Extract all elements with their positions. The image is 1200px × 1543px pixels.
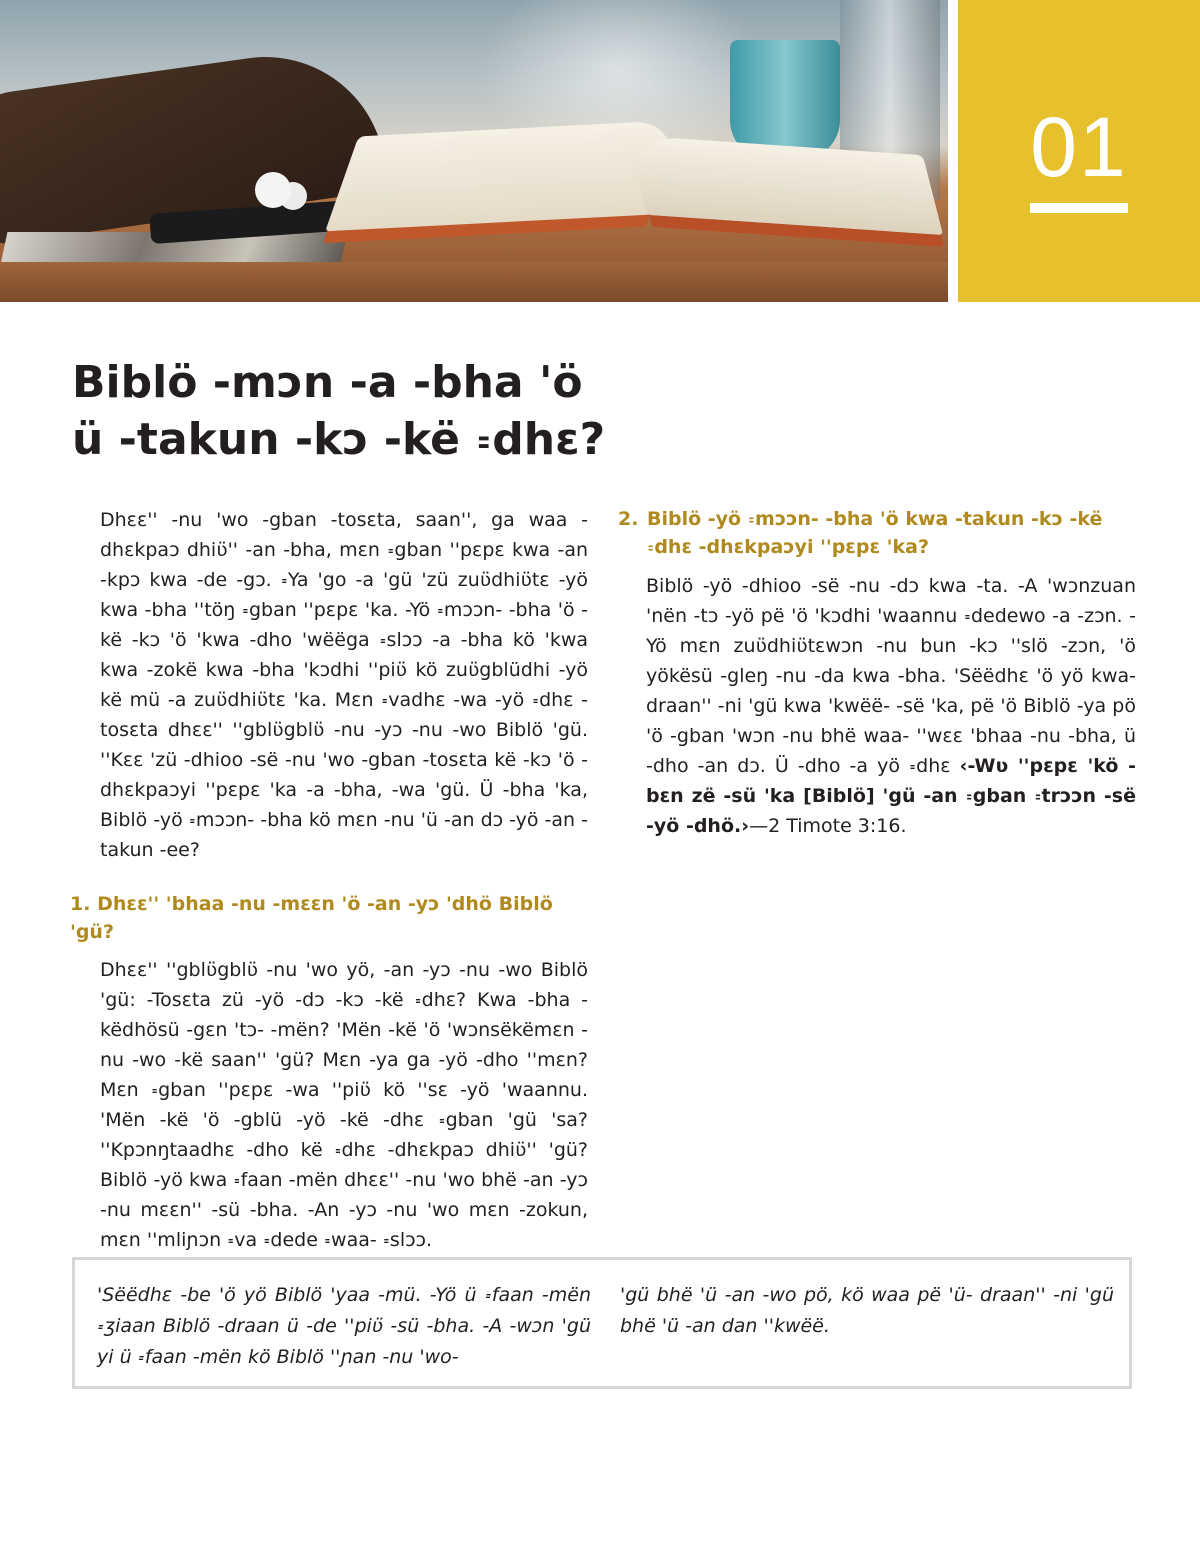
question-1-answer: Dhɛɛ'' ''gblʋ̈gblʋ̈ -nu 'wo yö, -an -yɔ -nu -wo Biblö 'gü: -Tosɛta zü -yö -dɔ -kɔ -kë ꞊dhɛ? Kwa -bha -këdhösü -gɛn 'tɔ- -mën? 'Mën -kë 'ö 'wɔnsëkëmɛn -nu -wo -kë saan'' 'gü? Mɛn -ya ga -yö -dho ''mɛn? Mɛn ꞊gban ''pɛpɛ -wa ''piʋ̈ kö ''sɛ -yö 'waannu. 'Mën -kë 'ö -gblü -yö -kë -dhɛ ꞊gban 'gü 'sa? ''Kpɔnŋtaadhɛ -dho kë ꞊dhɛ -dhɛkpaɔ dhiʋ̈'' 'gü? Biblö -yö kwa ꞊faan -mën dhɛɛ'' -nu 'wo bhë -an -yɔ -nu mɛɛn'' -sü -bha. -An -yɔ -nu 'wo mɛn -zokun, mɛn ''mliɲɔn ꞊va ꞊dede ꞊waa- ꞊slɔɔ.	[100, 959, 588, 1251]
note-text-column-1: 'Sëëdhɛ -be 'ö yö Biblö 'yaa -mü. -Yö ü ꞊faan -mën ꞊ʒiaan Biblö -draan ü -de ''piʋ̈ -sü -bha. -A -wɔn 'gü yi ü ꞊faan -mën kö Biblö ''ɲan -nu 'wo-	[97, 1284, 591, 1368]
lesson-number: 01	[1030, 100, 1128, 194]
question-2-number: 2.	[618, 508, 639, 530]
page-title	[72, 354, 772, 468]
photo-table	[0, 262, 948, 302]
left-column	[70, 505, 588, 1255]
question-1-text: Dhɛɛ'' 'bhaa -nu -mɛɛn 'ö -an -yɔ 'dhö Biblö 'gü?	[70, 893, 553, 943]
question-2-answer	[618, 571, 1136, 841]
scripture-reference: —2 Timote 3:16.	[749, 815, 907, 837]
scripture-quote: ‹-Wʋ ''pɛpɛ 'kö -bɛn zë -sü 'ka [Biblö] 'gü -an ꞊gban ꞊trɔɔn -së -yö -dhö.›	[646, 755, 1137, 837]
page-title-line-1: Biblö -mɔn -a -bha 'ö	[72, 357, 583, 408]
photo-bible-left-page	[325, 120, 685, 232]
note-box	[72, 1257, 1132, 1389]
intro-paragraph: Dhɛɛ'' -nu 'wo -gban -tosɛta, saan'', ga waa -dhɛkpaɔ dhiʋ̈'' -an -bha, mɛn ꞊gban ''pɛpɛ kwa -an -kpɔ kwa -de -gɔ. ꞊Ya 'go -a 'gü 'zü zuʋ̈dhiʋ̈tɛ -yö kwa -bha ''töŋ ꞊gban ''pɛpɛ 'ka. -Yö ꞊mɔɔn- -bha 'ö -kë -kɔ 'ö 'kwa -dho 'wëëga ꞊slɔɔ -a -bha kö 'kwa kwa -zokë kwa -bha 'kɔdhi ''piʋ̈ kö zuʋ̈gblüdhi -yö kë mü -a zuʋ̈dhiʋ̈tɛ 'ka. Mɛn ꞊vadhɛ -wa -yö ꞊dhɛ -tosɛta dhɛɛ'' ''gblʋ̈gblʋ̈ -nu -yɔ -nu -wo Biblö 'gü. ''Kɛɛ 'zü -dhioo -së -nu 'wo -gban -tosɛta kë -kɔ 'ö -dhɛkpaɔyi ''pɛpɛ 'ka -a -bha, -wa 'gü. Ü -bha 'ka, Biblö -yö ꞊mɔɔn- -bha kö mɛn -nu 'ü -an dɔ -yö -an -takun -ee?	[100, 509, 588, 861]
lesson-tab	[958, 0, 1200, 302]
photo-cup	[730, 40, 840, 160]
note-text-column-2: 'gü bhë 'ü -an -wo pö, kö waa pë 'ü- draan'' -ni 'gü bhë 'ü -an dan ''kwëë.	[620, 1284, 1114, 1337]
question-2-answer-text: Biblö -yö -dhioo -së -nu -dɔ kwa -ta. -A 'wɔnzuan 'nën -tɔ -yö pë 'ö 'kɔdhi 'waannu ꞊dedewo -a -zɔn. -Yö mɛn zuʋ̈dhiʋ̈tɛwɔn -nu bun -kɔ ''slö -zɔn, 'ö yökësü -gleŋ -nu -da kwa -bha. 'Sëëdhɛ 'ö yö kwa- draan'' -ni 'gü kwa 'kwëë- -së 'ka, pë 'ö Biblö -ya pö 'ö -gban 'wɔn -nu bhë waa- ''wɛɛ 'bhaa -nu -bha, ü -dho -an dɔ. Ü -dho -a yö ꞊dhɛ	[646, 575, 1136, 777]
question-1-number: 1.	[70, 893, 91, 915]
question-2-heading	[618, 505, 1136, 561]
page-title-line-2: ü -takun -kɔ -kë ꞊dhɛ?	[72, 414, 606, 465]
lesson-underline	[1030, 203, 1128, 213]
photo-earbuds	[255, 172, 291, 208]
header-photo	[0, 0, 948, 302]
right-column	[618, 505, 1136, 841]
question-1-heading	[70, 890, 588, 946]
question-2-text: Biblö -yö ꞊mɔɔn- -bha 'ö kwa -takun -kɔ -kë ꞊dhɛ -dhɛkpaɔyi ''pɛpɛ 'ka?	[647, 508, 1103, 558]
